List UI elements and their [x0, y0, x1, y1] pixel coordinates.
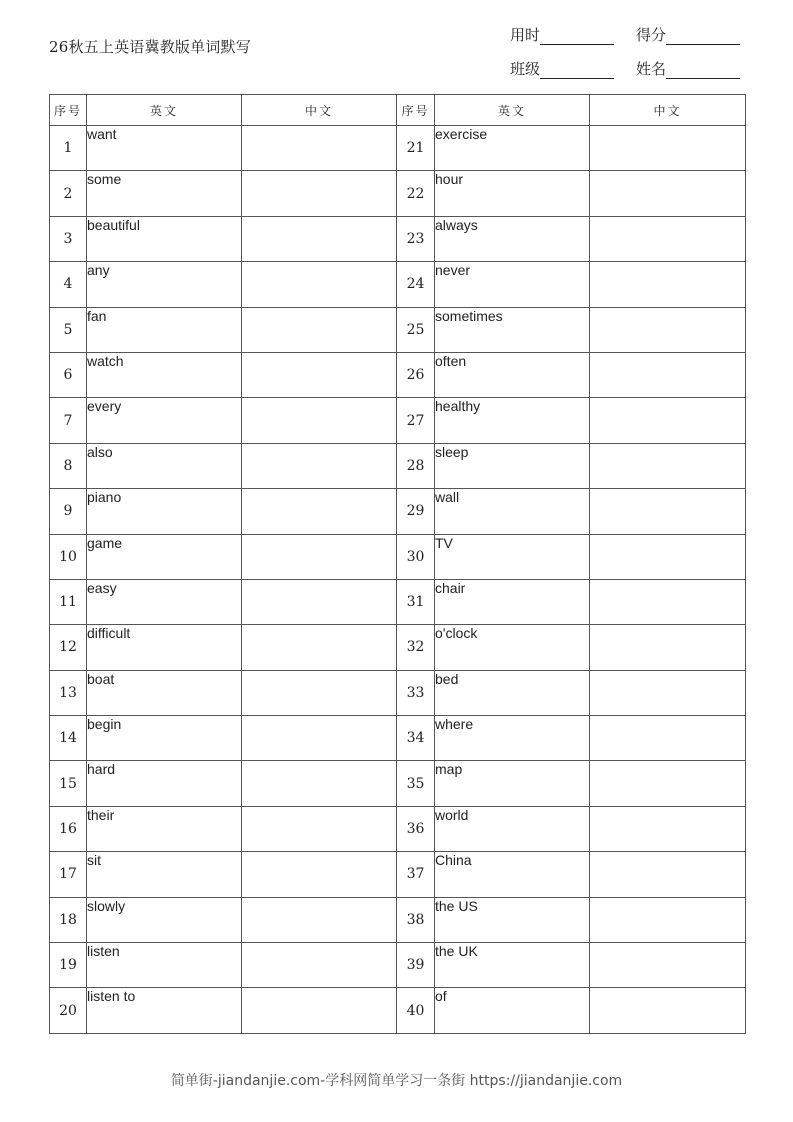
chinese-answer-cell[interactable] [242, 716, 397, 761]
word-number: 21 [397, 126, 435, 171]
table-row [50, 489, 746, 534]
english-word: exercise [435, 126, 590, 171]
chinese-answer-cell[interactable] [242, 534, 397, 579]
table-row [50, 443, 746, 488]
name-blank[interactable] [666, 64, 740, 79]
table-row [50, 943, 746, 988]
word-number: 1 [50, 126, 87, 171]
header-chinese-right: 中文 [590, 95, 746, 126]
chinese-answer-cell[interactable] [590, 943, 746, 988]
table-row [50, 806, 746, 851]
header-english-right: 英文 [435, 95, 590, 126]
word-number: 29 [397, 489, 435, 534]
english-word: also [87, 443, 242, 488]
chinese-answer-cell[interactable] [590, 579, 746, 624]
english-word: begin [87, 716, 242, 761]
english-word: difficult [87, 625, 242, 670]
chinese-answer-cell[interactable] [242, 670, 397, 715]
header-chinese-left: 中文 [242, 95, 397, 126]
english-word: the UK [435, 943, 590, 988]
chinese-answer-cell[interactable] [242, 352, 397, 397]
table-row [50, 761, 746, 806]
english-word: always [435, 216, 590, 261]
word-number: 36 [397, 806, 435, 851]
table-row [50, 625, 746, 670]
english-word: o'clock [435, 625, 590, 670]
chinese-answer-cell[interactable] [242, 625, 397, 670]
word-number: 40 [397, 988, 435, 1033]
english-word: boat [87, 670, 242, 715]
chinese-answer-cell[interactable] [242, 489, 397, 534]
table-row [50, 988, 746, 1033]
table-row [50, 852, 746, 897]
chinese-answer-cell[interactable] [590, 443, 746, 488]
score-label: 得分 [636, 26, 667, 44]
chinese-answer-cell[interactable] [590, 398, 746, 443]
chinese-answer-cell[interactable] [242, 806, 397, 851]
word-number: 6 [50, 352, 87, 397]
chinese-answer-cell[interactable] [590, 171, 746, 216]
english-word: every [87, 398, 242, 443]
name-label: 姓名 [636, 60, 667, 78]
english-word: world [435, 806, 590, 851]
chinese-answer-cell[interactable] [590, 670, 746, 715]
chinese-answer-cell[interactable] [590, 852, 746, 897]
table-row [50, 307, 746, 352]
word-number: 28 [397, 443, 435, 488]
table-row [50, 897, 746, 942]
chinese-answer-cell[interactable] [242, 262, 397, 307]
chinese-answer-cell[interactable] [242, 443, 397, 488]
chinese-answer-cell[interactable] [242, 171, 397, 216]
name-field [636, 58, 740, 79]
word-number: 17 [50, 852, 87, 897]
word-number: 34 [397, 716, 435, 761]
word-number: 16 [50, 806, 87, 851]
english-word: TV [435, 534, 590, 579]
word-number: 23 [397, 216, 435, 261]
english-word: chair [435, 579, 590, 624]
table-row [50, 579, 746, 624]
chinese-answer-cell[interactable] [590, 988, 746, 1033]
chinese-answer-cell[interactable] [590, 761, 746, 806]
word-number: 2 [50, 171, 87, 216]
word-number: 7 [50, 398, 87, 443]
english-word: wall [435, 489, 590, 534]
english-word: hard [87, 761, 242, 806]
english-word: beautiful [87, 216, 242, 261]
word-number: 22 [397, 171, 435, 216]
english-word: game [87, 534, 242, 579]
chinese-answer-cell[interactable] [590, 352, 746, 397]
chinese-answer-cell[interactable] [242, 579, 397, 624]
time-field [510, 24, 614, 45]
class-field [510, 58, 614, 79]
chinese-answer-cell[interactable] [242, 307, 397, 352]
chinese-answer-cell[interactable] [242, 943, 397, 988]
english-word: the US [435, 897, 590, 942]
word-number: 20 [50, 988, 87, 1033]
chinese-answer-cell[interactable] [242, 126, 397, 171]
chinese-answer-cell[interactable] [590, 489, 746, 534]
word-number: 14 [50, 716, 87, 761]
english-word: never [435, 262, 590, 307]
chinese-answer-cell[interactable] [590, 897, 746, 942]
word-number: 24 [397, 262, 435, 307]
footer-watermark: 简单街-jiandanjie.com-学科网简单学习一条街 https://jiandanjie.com [170, 1073, 623, 1089]
word-number: 9 [50, 489, 87, 534]
table-row [50, 262, 746, 307]
class-blank[interactable] [540, 64, 614, 79]
score-blank[interactable] [666, 30, 740, 45]
word-number: 25 [397, 307, 435, 352]
english-word: healthy [435, 398, 590, 443]
table-row [50, 171, 746, 216]
word-number: 15 [50, 761, 87, 806]
english-word: where [435, 716, 590, 761]
english-word: bed [435, 670, 590, 715]
word-number: 39 [397, 943, 435, 988]
word-number: 31 [397, 579, 435, 624]
word-number: 27 [397, 398, 435, 443]
chinese-answer-cell[interactable] [590, 262, 746, 307]
table-row [50, 352, 746, 397]
english-word: listen to [87, 988, 242, 1033]
chinese-answer-cell[interactable] [590, 307, 746, 352]
english-word: watch [87, 352, 242, 397]
word-number: 12 [50, 625, 87, 670]
english-word: any [87, 262, 242, 307]
chinese-answer-cell[interactable] [590, 806, 746, 851]
table-header-row [50, 95, 746, 126]
chinese-answer-cell[interactable] [590, 716, 746, 761]
word-number: 3 [50, 216, 87, 261]
english-word: their [87, 806, 242, 851]
chinese-answer-cell[interactable] [590, 625, 746, 670]
word-number: 11 [50, 579, 87, 624]
word-number: 33 [397, 670, 435, 715]
chinese-answer-cell[interactable] [242, 852, 397, 897]
word-number: 4 [50, 262, 87, 307]
word-number: 38 [397, 897, 435, 942]
english-word: listen [87, 943, 242, 988]
english-word: often [435, 352, 590, 397]
chinese-answer-cell[interactable] [242, 216, 397, 261]
header-number-left: 序号 [50, 95, 87, 126]
chinese-answer-cell[interactable] [242, 897, 397, 942]
english-word: sit [87, 852, 242, 897]
english-word: fan [87, 307, 242, 352]
table-row [50, 216, 746, 261]
english-word: want [87, 126, 242, 171]
word-number: 26 [397, 352, 435, 397]
vocabulary-table [49, 94, 746, 1034]
word-number: 19 [50, 943, 87, 988]
table-row [50, 670, 746, 715]
word-number: 30 [397, 534, 435, 579]
table-row [50, 716, 746, 761]
table-row [50, 534, 746, 579]
chinese-answer-cell[interactable] [590, 126, 746, 171]
word-number: 5 [50, 307, 87, 352]
time-blank[interactable] [540, 30, 614, 45]
english-word: some [87, 171, 242, 216]
word-number: 35 [397, 761, 435, 806]
header-english-left: 英文 [87, 95, 242, 126]
word-number: 8 [50, 443, 87, 488]
english-word: of [435, 988, 590, 1033]
time-label: 用时 [510, 26, 541, 44]
english-word: piano [87, 489, 242, 534]
chinese-answer-cell[interactable] [590, 216, 746, 261]
english-word: slowly [87, 897, 242, 942]
table-row [50, 398, 746, 443]
word-number: 18 [50, 897, 87, 942]
word-number: 37 [397, 852, 435, 897]
english-word: sleep [435, 443, 590, 488]
english-word: hour [435, 171, 590, 216]
chinese-answer-cell[interactable] [242, 761, 397, 806]
english-word: map [435, 761, 590, 806]
chinese-answer-cell[interactable] [242, 398, 397, 443]
chinese-answer-cell[interactable] [242, 988, 397, 1033]
word-number: 10 [50, 534, 87, 579]
class-label: 班级 [510, 60, 541, 78]
english-word: sometimes [435, 307, 590, 352]
english-word: China [435, 852, 590, 897]
english-word: easy [87, 579, 242, 624]
table-row [50, 126, 746, 171]
chinese-answer-cell[interactable] [590, 534, 746, 579]
score-field [636, 24, 740, 45]
word-number: 32 [397, 625, 435, 670]
word-number: 13 [50, 670, 87, 715]
header-number-right: 序号 [397, 95, 435, 126]
worksheet-title: 26秋五上英语冀教版单词默写 [49, 38, 251, 56]
